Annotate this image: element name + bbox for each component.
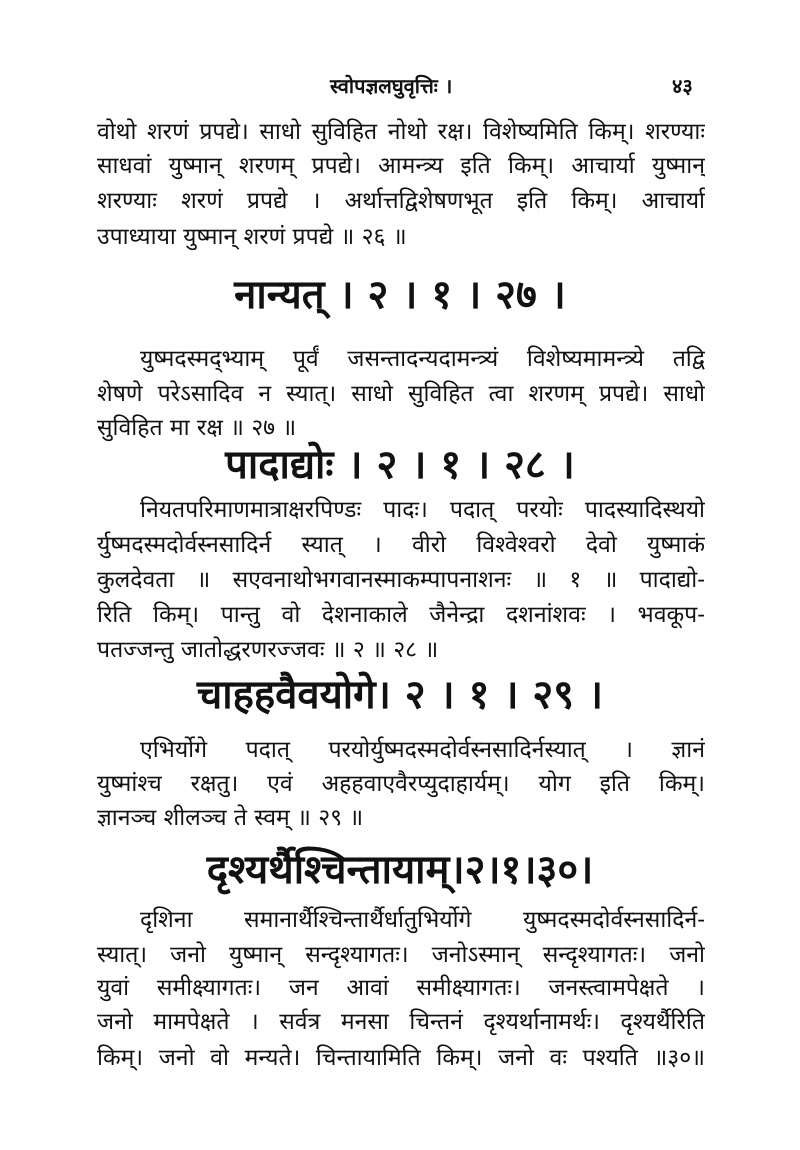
text-line: युष्मदस्मद्भ्याम् पूर्वं जसन्तादन्यदामन्त्र्यं विशेष्यमामन्त्र्ये तद्वि: [140, 346, 705, 372]
text-line: शेषणे परेऽसादिव न स्यात्। साधो सुविहित त्वा शरणम् प्रपद्ये। साधो: [97, 381, 705, 407]
text-line: पतज्जन्तु जातोद्धरणरज्जवः ॥ २ ॥ २८ ॥: [97, 637, 439, 663]
page-number: ४३: [672, 74, 693, 98]
text-line: नियतपरिमाणमात्राक्षरपिण्डः पादः। पदात् परयोः पादस्यादिस्थयो: [140, 497, 705, 523]
text-line: रिति किम्। पान्तु वो देशनाकाले जैनेन्द्रा दशनांशवः । भवकूप-: [97, 602, 705, 628]
sutra-heading: पादाद्योः । २ । १ । २८ ।: [225, 441, 575, 488]
text-line: ज्ञानञ्च शीलञ्च ते स्वम् ॥ २९ ॥: [97, 805, 364, 831]
text-line: एभिर्योगे पदात् परयोर्युष्मदस्मदोर्वस्नसादिर्नस्यात् । ज्ञानं: [140, 737, 705, 763]
text-line: उपाध्याया युष्मान् शरणं प्रपद्ये ॥ २६ ॥: [97, 224, 407, 250]
text-line: र्युष्मदस्मदोर्वस्नसादिर्न स्यात् । वीरो विश्वेश्वरो देवो युष्माकं: [97, 532, 705, 558]
text-line: वोथो शरणं प्रपद्ये। साधो सुविहित नोथो रक्ष। विशेष्यमिति किम्। शरण्याः: [97, 119, 705, 145]
sutra-heading: चाहहवैवयोगे। २ । १ । २९ ।: [196, 671, 604, 718]
text-line: दृशिना समानार्थैश्चिन्तार्थैर्धातुभिर्योगे युष्मदस्मदोर्वस्नसादिर्न-: [140, 907, 705, 933]
text-line: शरण्याः शरणं प्रपद्ये । अर्थात्तद्विशेषणभूत इति किम्। आचार्या: [97, 188, 705, 214]
text-line: कुलदेवता ॥ सएवनाथोभगवानस्माकम्पापनाशनः ॥ १ ॥ पादाद्यो-: [97, 567, 705, 593]
text-line: युवां समीक्ष्यागतः। जन आवां समीक्ष्यागतः। जनस्त्वामपेक्षते ।: [97, 975, 705, 1001]
header-title: स्वोपज्ञलघुवृत्तिः ।: [330, 74, 453, 98]
text-line: युष्मांश्च रक्षतु। एवं अहहवाएवैरप्युदाहार्यम्। योग इति किम्।: [97, 771, 705, 797]
text-line: सुविहित मा रक्ष ॥ २७ ॥: [97, 415, 297, 441]
sutra-heading: नान्यत् । २ । १ । २७ ।: [234, 271, 566, 318]
text-line: किम्। जनो वो मन्यते। चिन्तायामिति किम्। जनो वः पश्यति ॥३०॥: [97, 1045, 705, 1071]
running-header: [0, 72, 800, 102]
text-line: स्यात्। जनो युष्मान् सन्दृश्यागतः। जनोऽस्मान् सन्दृश्यागतः। जनो: [97, 942, 705, 968]
sutra-heading: दृश्यर्थैश्चिन्तायाम्।२।१।३०।: [206, 846, 594, 893]
text-line: जनो मामपेक्षते । सर्वत्र मनसा चिन्तनं दृश्यर्थानामर्थः। दृश्यर्थैरिति: [97, 1009, 705, 1035]
text-line: साधवां युष्मान् शरणम् प्रपद्ये। आमन्त्र्य इति किम्। आचार्या युष्मान्: [97, 153, 705, 179]
